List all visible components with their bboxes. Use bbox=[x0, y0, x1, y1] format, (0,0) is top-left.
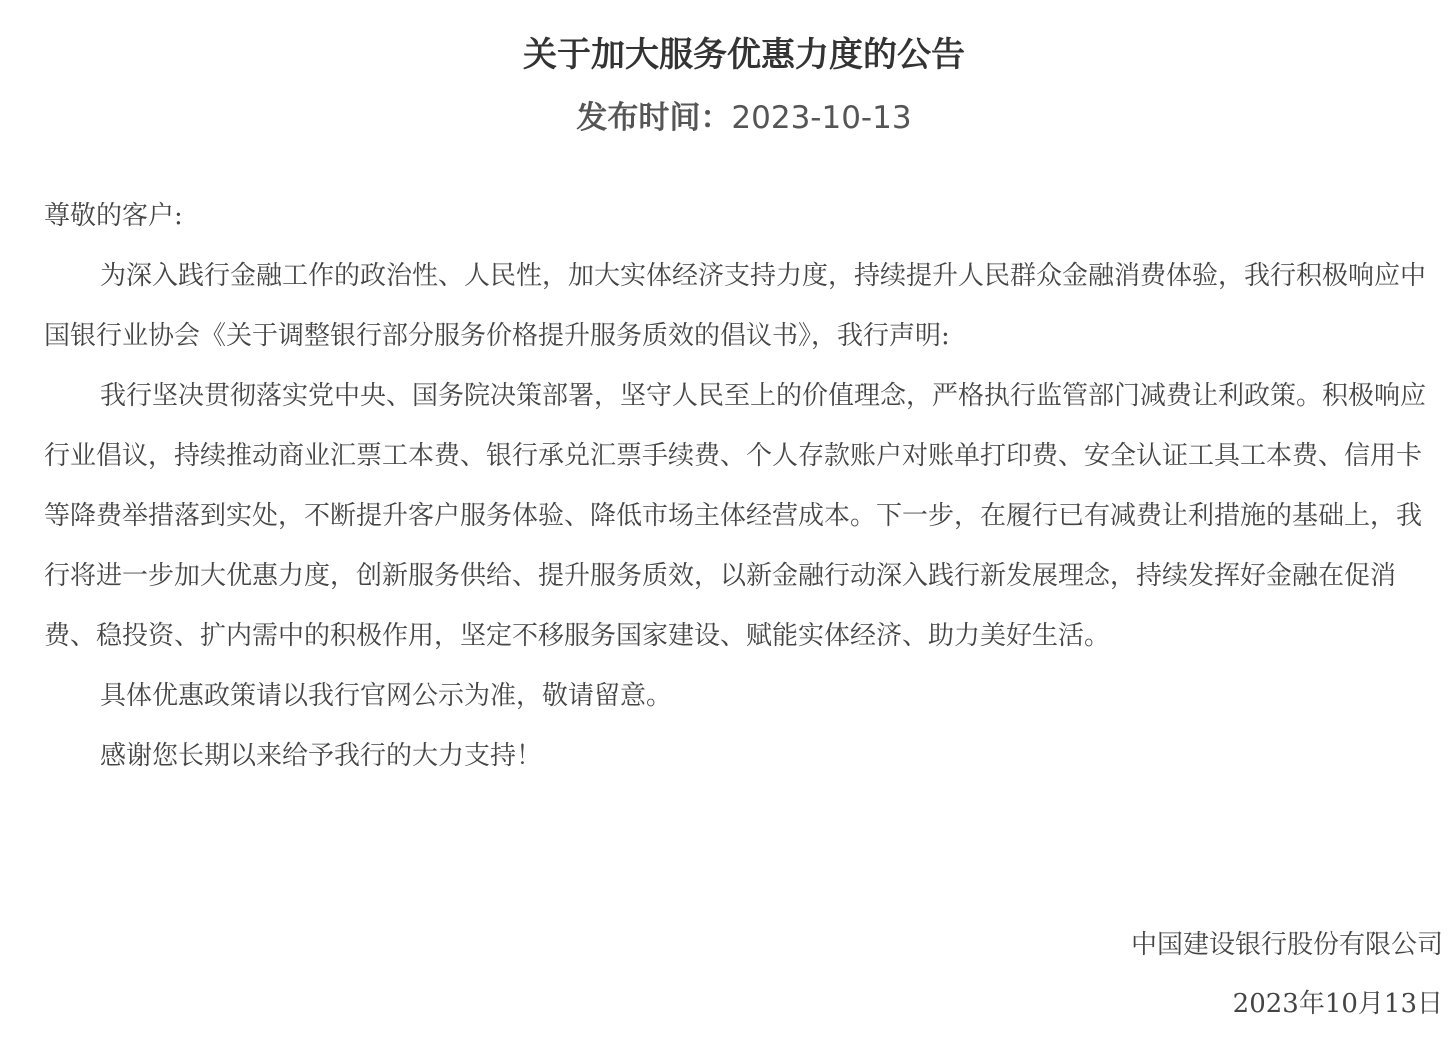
publish-date-line bbox=[44, 96, 1444, 140]
body-paragraph-4: 感谢您长期以来给予我行的大力支持！ bbox=[100, 741, 543, 771]
signature-date: 2023年10月13日 bbox=[1232, 989, 1443, 1019]
announcement bbox=[44, 0, 1444, 786]
body-paragraph-1: 为深入践行金融工作的政治性、人民性，加大实体经济支持力度，持续提升人民群众金融消费体验，我行积极响应中国银行业协会《关于调整银行部分服务价格提升服务质效的倡议书》，我行声明: bbox=[44, 261, 1427, 351]
publish-date-label: 发布时间： bbox=[576, 100, 732, 136]
body-paragraph-3: 具体优惠政策请以我行官网公示为准，敬请留意。 bbox=[100, 681, 673, 711]
publish-date-value: 2023-10-13 bbox=[731, 100, 912, 136]
salutation: 尊敬的客户: bbox=[44, 201, 183, 231]
announcement-body bbox=[44, 186, 1444, 786]
signature-organization: 中国建设银行股份有限公司 bbox=[1130, 930, 1443, 960]
body-paragraph-2: 我行坚决贯彻落实党中央、国务院决策部署，坚守人民至上的价值理念，严格执行监管部门减费让利政策。积极响应行业倡议，持续推动商业汇票工本费、银行承兑汇票手续费、个人存款账户对账单打印费、安全认证工具工本费、信用卡等降费举措落到实处，不断提升客户服务体验、降低市场主体经营成本。下一步，在履行已有减费让利措施的基础上，我行将进一步加大优惠力度，创新服务供给、提升服务质效，以新金融行动深入践行新发展理念，持续发挥好金融在促消费、稳投资、扩内需中的积极作用，坚定不移服务国家建设、赋能实体经济、助力美好生活。 bbox=[44, 381, 1427, 651]
page-title: 关于加大服务优惠力度的公告 bbox=[523, 35, 965, 75]
